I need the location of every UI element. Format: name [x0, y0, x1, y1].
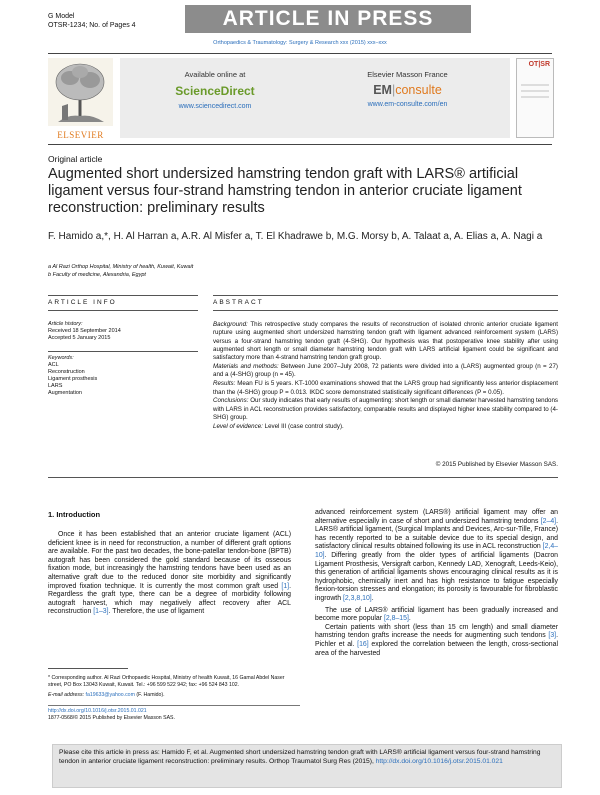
background-text: This retrospective study compares the results of reconstruction of isolated chronic anterior cruciate ligament rupture using augmented short undersized hamstring tendon graft with ligament advanced reinforcement system (LARS) versus a four-strand hamstring tendon graft (4-SHG). Our hypothesis was that postoperative knee stability after using augmented short length or small diameter hamstring tendon graft with LARS artificial ligament could be significant and satisfactory more than 4-strand hamstring tendon graft group.: [213, 321, 559, 362]
abstract-body: [213, 321, 558, 432]
citation-box: [52, 744, 562, 788]
issn-line: 1877-0568/© 2015 Published by Elsevier Masson SAS.: [48, 715, 175, 721]
affiliation-a: a Al Razi Orthop Hospital, Ministry of health, Kuwait, Kuwait: [48, 264, 194, 270]
keyword-item: LARS: [48, 383, 63, 389]
email-suffix: (F. Hamido).: [136, 692, 165, 698]
evidence-text: Level III (case control study).: [264, 422, 344, 430]
keywords-block: [48, 355, 97, 397]
abstract-rule: [213, 310, 558, 311]
conclusions-text: Our study indicates that early results of augmenting: short length or small diameter harvested hamstring tendons with LARS in ACL reconstruction provides satisfactory, comparable results and displayed higher knee stability compared to (4-SHG) group.: [213, 397, 558, 422]
cover-label: OT|SR: [528, 61, 550, 68]
elsevier-wordmark: ELSEVIER: [57, 130, 104, 140]
conclusions-label: Conclusions:: [213, 397, 249, 405]
em-consulte-logo: EM|consulte: [373, 83, 442, 97]
doi-line: [48, 705, 300, 715]
results-label: Results:: [213, 380, 236, 388]
text-run: . Therefore, the use of ligament: [108, 608, 205, 616]
article-info-heading: ARTICLE INFO: [48, 299, 117, 306]
received-date: Received 18 September 2014: [48, 328, 121, 334]
keyword-item: ACL: [48, 362, 59, 368]
article-title: Augmented short undersized hamstring tendon graft with LARS® artificial ligament versus four-strand hamstring tendon in anterior cruciate ligament reconstruction: preliminary results: [48, 166, 522, 216]
abstract-top-rule: [213, 295, 558, 296]
methods-label: Materials and methods:: [213, 363, 279, 371]
text-run: explored the correlation between the length, cross-sectional area of the harvested: [315, 640, 558, 657]
section-introduction-heading: 1. Introduction: [48, 510, 101, 519]
em-logo-right: consulte: [395, 83, 442, 97]
em-consulte-block: [310, 70, 505, 108]
elsevier-tree-icon: [48, 58, 113, 126]
background-label: Background:: [213, 321, 248, 328]
text-run: .: [408, 615, 411, 623]
copyright-line: © 2015 Published by Elsevier Masson SAS.: [435, 461, 558, 468]
text-run: . LARS® artificial ligament, (Surgical Implants and Devices, Arc-sur-Tille, France) has recently reported to be a suitable device due to its special design, and satisfactory clinical results obtained following its use in ACL reconstruction: [315, 517, 559, 551]
em-consulte-link[interactable]: www.em-consulte.com/en: [367, 101, 448, 108]
body-right-column: [315, 509, 558, 658]
affiliation-b: b Faculty of medicine, Alexandria, Egypt: [48, 271, 146, 278]
em-publisher-label: Elsevier Masson France: [367, 70, 448, 79]
graft-paragraph: [315, 624, 558, 658]
elsevier-logo: [48, 58, 113, 138]
header-ref: [48, 12, 136, 30]
citation-text: Please cite this article in press as: Hamido F, et al. Augmented short undersized hamstring tendon graft with LARS® artificial ligament versus four-strand hamstring tendon in anterior cruciate ligament reconstruction: preliminary results. Orthop Traumatol Surg Res (2015),: [59, 749, 541, 765]
reference-link[interactable]: [2,4–10]: [315, 543, 558, 559]
accepted-date: Accepted 5 January 2015: [48, 335, 111, 341]
footnote-rule: [48, 668, 128, 669]
article-in-press-banner: ARTICLE IN PRESS: [185, 5, 471, 33]
corresponding-author: * Corresponding author. Al Razi Orthopaedic Hospital, Ministry of health Kuwait, 16 Gamal Abdel Naser street, PO Box 13043 Kuwait, Kuwait. Tel.: +96 599 522 942; fax: +96 524 843 102.: [48, 675, 285, 688]
journal-cover-thumbnail: [516, 58, 554, 138]
abstract-results: [213, 380, 558, 397]
reference-link[interactable]: [2,8–15]: [383, 615, 409, 623]
citation-doi-link[interactable]: http://dx.doi.org/10.1016/j.otsr.2015.01.021: [375, 758, 503, 765]
abstract-evidence: [213, 423, 558, 431]
em-logo-left: EM: [373, 83, 392, 97]
affiliations: [48, 264, 193, 279]
body-left-column: [48, 531, 291, 617]
keyword-item: Augmentation: [48, 390, 82, 396]
text-run: . Differing greatly from the older types of artificial ligaments (Dacron Ligament Prosthesis, Versigraft carbon, Kennedy LAD, Xenograft, Leeds-Keio), this generation of artificial ligaments shows encouraging clinical results as it is hydrophobic, chemically inert and has high resistance to fatigue especially flexion-torsion stresses and elongation; its porosity is favourable for fibroblastic ingrowth: [315, 551, 558, 602]
abstract-heading: ABSTRACT: [213, 299, 264, 306]
reference-link[interactable]: [16]: [357, 640, 369, 648]
email-line: [48, 692, 300, 699]
intro-paragraph-cont: [315, 509, 558, 604]
abstract-methods: [213, 363, 558, 380]
masthead-divider: [48, 144, 552, 145]
reference-link[interactable]: [2,3,8,10]: [342, 594, 372, 602]
reference-link[interactable]: [2–4]: [540, 517, 557, 525]
evidence-label: Level of evidence:: [213, 422, 263, 430]
header-divider: [48, 53, 552, 54]
sciencedirect-logo: ScienceDirect: [175, 84, 255, 98]
text-run: advanced reinforcement system (LARS®) artificial ligament may offer an alternative especially in case of short and undersized hamstring tendons: [315, 509, 558, 525]
doi-link[interactable]: http://dx.doi.org/10.1016/j.otsr.2015.01.021: [48, 708, 147, 714]
text-run: . Regardless the graft type, there can be a degree of morbidity following autograft harvest, which may negatively affect recovery after ACL reconstruction: [48, 582, 291, 616]
intro-paragraph: [48, 531, 291, 617]
sciencedirect-block: [125, 70, 305, 110]
reference-link[interactable]: [1]: [281, 582, 290, 590]
abstract-conclusions: [213, 397, 558, 422]
footnote: [48, 675, 300, 722]
keywords-rule: [48, 351, 198, 352]
text-run: . Pichler et al.: [315, 632, 558, 648]
results-text: Mean FU is 5 years. KT-1000 examinations showed that the LARS group had significantly less anterior displacement than the (4-SHG) group P = 0.013. IKDC score demonstrated statistically significant differences (P = 0.05).: [213, 380, 558, 396]
reference-link[interactable]: [3]: [548, 632, 557, 640]
info-rule: [48, 310, 198, 311]
sciencedirect-link[interactable]: www.sciencedirect.com: [178, 103, 252, 110]
reference-link[interactable]: [1–3]: [93, 608, 109, 616]
keywords-label: Keywords:: [48, 355, 74, 361]
text-run: Once it has been established that an anterior cruciate ligament (ACL) deficient knee is in need for reconstruction, a number of different graft options are available. For the past two decades, the bone-patellar tendon-bone (BPTB) autograft has been considered the gold standard because of its osseous fixation mode, but increasingly the hamstring tendons have been used as an alternative graft due to the reduced donor site morbidity and significantly improved fixation technique. It is currently the most common graft used: [48, 531, 291, 590]
text-run: Certain patients with short (less than 15 cm length) and small diameter hamstring tendon grafts increase the needs for augmenting such tendons: [315, 623, 558, 640]
text-run: .: [371, 594, 374, 602]
journal-line[interactable]: Orthopaedics & Traumatology: Surgery & Research xxx (2015) xxx–xxx: [213, 40, 387, 46]
article-history: [48, 321, 121, 342]
methods-text: Between June 2007–July 2008, 72 patients were divided into a (LARS) augmented group (n = 27) and a (4-SHG) group (n = 45).: [213, 363, 558, 379]
author-list: F. Hamido a,*, H. Al Harran a, A.R. Al Misfer a, T. El Khadrawe b, M.G. Morsy b, A. Talaat a, A. Elias a, A. Nagi a: [48, 231, 543, 242]
keyword-item: Ligament prosthesis: [48, 376, 98, 382]
gmodel-label: G Model: [48, 13, 75, 20]
email-link[interactable]: fa19633@yahoo.com: [85, 692, 135, 698]
history-label: Article history:: [48, 321, 83, 327]
keyword-item: Reconstruction: [48, 369, 85, 375]
text-run: The use of LARS® artificial ligament has been gradually increased and become more popular: [315, 606, 558, 623]
available-online-label: Available online at: [184, 70, 246, 79]
email-label: E-mail address:: [48, 692, 85, 698]
info-top-rule: [48, 295, 198, 296]
abstract-background: [213, 321, 558, 362]
abstract-bottom-rule: [48, 477, 558, 478]
article-type: Original article: [48, 154, 103, 164]
ref-line: OTSR-1234; No. of Pages 4: [48, 22, 136, 29]
lars-paragraph: [315, 607, 558, 624]
